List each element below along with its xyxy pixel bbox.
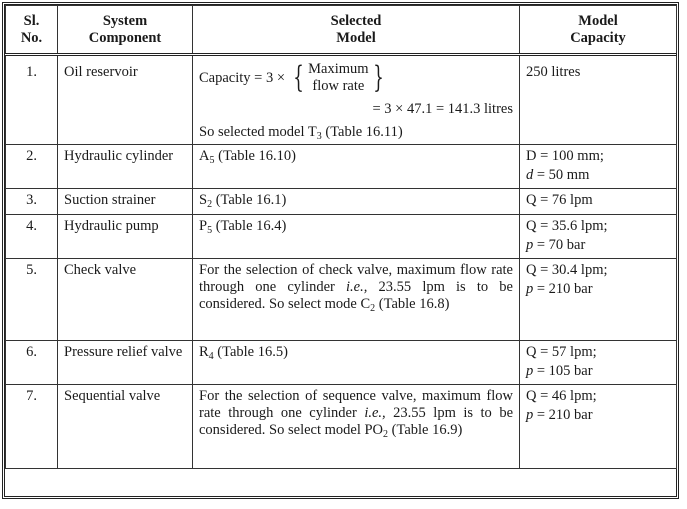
cell-sl: 2. <box>6 145 58 189</box>
cell-sl: 6. <box>6 341 58 385</box>
cell-capacity: Q = 57 lpm; p = 105 bar <box>520 341 677 385</box>
cell-sl: 3. <box>6 189 58 215</box>
table-row <box>6 55 677 145</box>
cell-sl: 4. <box>6 215 58 259</box>
cell-component: Oil reservoir <box>58 55 193 145</box>
table-row <box>6 215 677 259</box>
cell-component: Pressure relief valve <box>58 341 193 385</box>
cell-selected-model: $P_5$ (Table 16.4) <box>193 215 520 259</box>
cell-component: Hydraulic cylinder <box>58 145 193 189</box>
cell-component: Check valve <box>58 259 193 341</box>
cell-capacity: Q = 76 lpm <box>520 189 677 215</box>
right-brace: } <box>372 60 384 95</box>
cell-capacity: Q = 35.6 lpm; p = 70 bar <box>520 215 677 259</box>
header-row <box>6 6 677 55</box>
cell-capacity: D = 100 mm; d = 50 mm <box>520 145 677 189</box>
cell-sl: 5. <box>6 259 58 341</box>
header-model-capacity: Model Capacity <box>520 6 677 55</box>
table-row <box>6 189 677 215</box>
cell-capacity: 250 litres <box>520 55 677 145</box>
cell-selected-model: $R_4$ (Table 16.5) <box>193 341 520 385</box>
cell-selected-model: $S_2$ (Table 16.1) <box>193 189 520 215</box>
selection-table <box>5 5 677 469</box>
header-selected-model: Selected Model <box>193 6 520 55</box>
cell-capacity: Q = 30.4 lpm; p = 210 bar <box>520 259 677 341</box>
cell-sl: 7. <box>6 385 58 469</box>
cell-selected-model: For the selection of check valve, maximum flow rate through one cylinder i.e., 23.55 lpm is to be considered. So select mode $C_2$ (Table 16.8) <box>193 259 520 341</box>
header-component: System Component <box>58 6 193 55</box>
header-sl: Sl. No. <box>6 6 58 55</box>
cell-component: Sequential valve <box>58 385 193 469</box>
cell-selected-model <box>193 55 520 145</box>
cell-capacity: Q = 46 lpm; p = 210 bar <box>520 385 677 469</box>
left-brace: { <box>293 60 304 95</box>
table-row <box>6 259 677 341</box>
cell-sl: 1. <box>6 55 58 145</box>
table-row <box>6 385 677 469</box>
cell-selected-model: For the selection of sequence valve, maximum flow rate through one cylinder i.e., 23.55 lpm is to be considered. So select model $PO_2$ (Table 16.9) <box>193 385 520 469</box>
cell-component: Hydraulic pump <box>58 215 193 259</box>
table-row <box>6 145 677 189</box>
cell-component: Suction strainer <box>58 189 193 215</box>
cell-selected-model: $A_5$ (Table 16.10) <box>193 145 520 189</box>
brace-expression: { Maximum flow rate } <box>293 60 384 95</box>
selected-model-text: So selected model $T_3$ (Table 16.11) <box>199 124 403 142</box>
table-row <box>6 341 677 385</box>
capacity-calculation: = 3 × 47.1 = 141.3 litres <box>372 101 513 117</box>
capacity-formula: Capacity = 3 × { Maximum flow rate } <box>199 59 513 95</box>
